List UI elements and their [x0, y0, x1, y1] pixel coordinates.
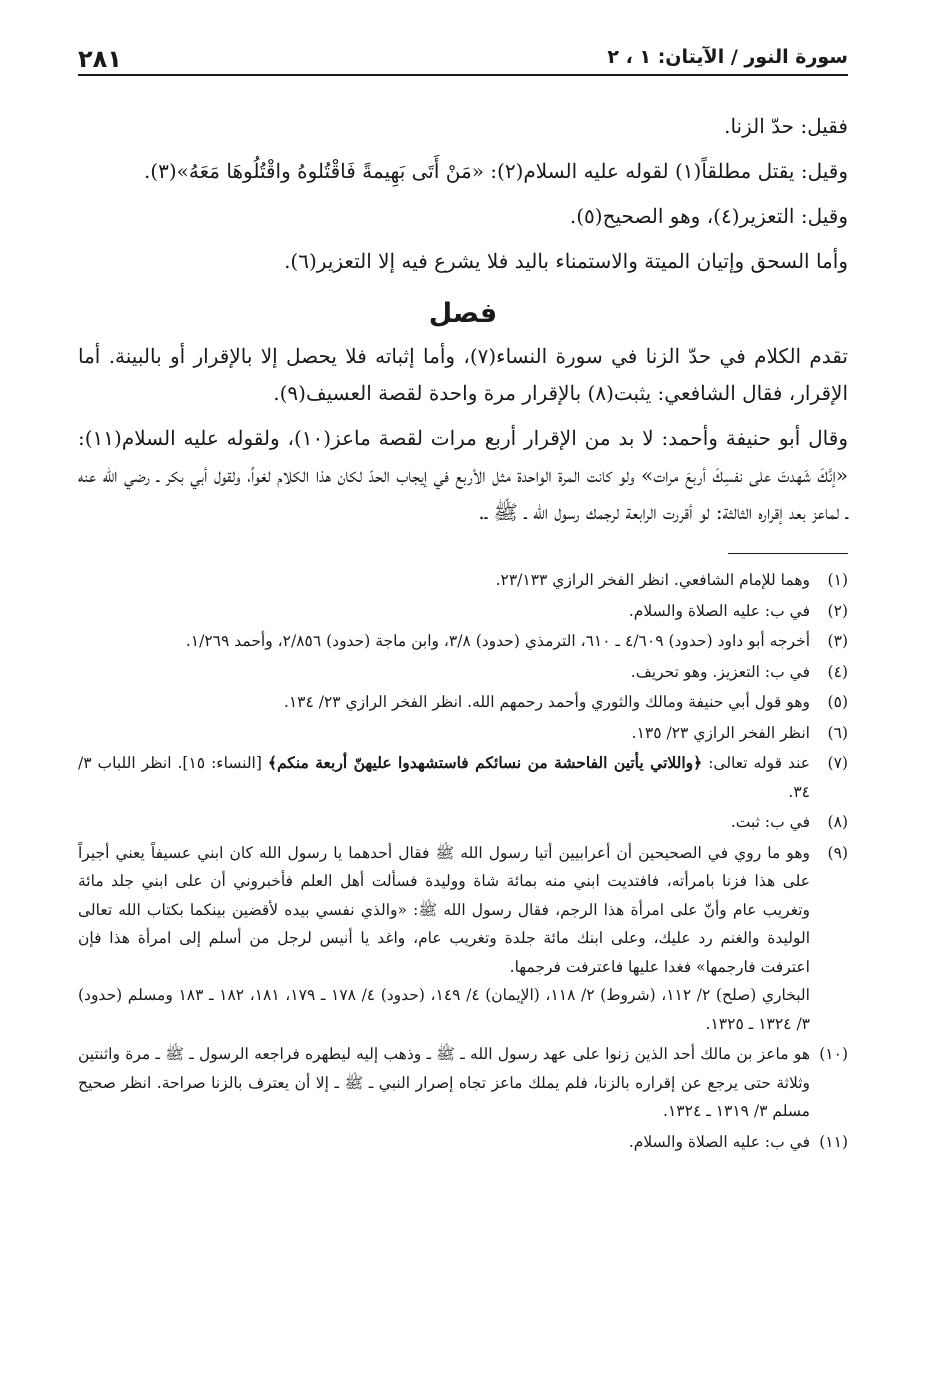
footnote-text-after: [النساء: ١٥]. انظر اللباب ٣/ ٣٤. [78, 754, 810, 801]
footnote-paragraph: البخاري (صلح) ٢/ ١١٢، (شروط) ٢/ ١١٨، (الإيمان) ٤/ ١٤٩، (حدود) ٤/ ١٧٨ ـ ١٧٩، ١٨١، ١٨٢ ـ ١٨٣ ومسلم (حدود) ٣/ ١٣٢٤ ـ ١٣٢٥. [78, 986, 810, 1033]
footnote-text: وهو قول أبي حنيفة ومالك والثوري وأحمد رحمهم الله. انظر الفخر الرازي ٢٣/ ١٣٤. [283, 693, 810, 711]
footnote-text: هو ماعز بن مالك أحد الذين زنوا على عهد رسول الله ـ ﷺ ـ وذهب إليه ليطهره فراجعه الرسول ـ ﷺ ـ مرة واثنتين وثلاثة حتى يرجع عن إقراره بالزنا، فلم يملك ماعز تجاه إصرار النبي ـ ﷺ ـ إلا أن يعترف بالزنا صراحة. انظر صحيح مسلم ٣/ ١٣١٩ ـ ١٣٢٤. [78, 1045, 810, 1120]
footnote [78, 1128, 848, 1157]
footnote-text: في ب: عليه الصلاة والسلام. [628, 1132, 810, 1151]
footnote [78, 839, 848, 1039]
footnote [78, 749, 848, 806]
main-text [78, 108, 848, 531]
footnote-paragraph: وهو ما روي في الصحيحين أن أعرابيين أتيا رسول الله ﷺ فقال أحدهما يا رسول الله كان ابني عسيفاً يعني أجيراً على هذا فزنا بامرأته، فافتديت ابني منه بمائة شاة ووليدة فسألت أهل العلم فأخبروني أن على ابني جلد مائة وتغريب عام وأنّ على امرأة هذا الرجم، فقال رسول الله ﷺ: «والذي نفسي بيده لأقضين بينكما بكتاب الله تعالى الوليدة والغنم رد عليك، وعلى ابنك مائة جلدة وتغريب عام، واغد يا أنيس لرجل من أسلم إلى امرأة هذا فإن اعترفت فارجمها» فغدا عليها فاعترفت فرجمها. [78, 843, 810, 976]
footnote-number: (٣) [827, 632, 848, 650]
paragraph: وقال أبو حنيفة وأحمد: لا بد من الإقرار أربع مرات لقصة ماعز(١٠)، ولقوله عليه السلام(١١): «إنَّكَ شَهدتَ على نفسِكَ أربعَ مرات» ولو كانت المرة الواحدة مثل الأربع في إيجاب الحدّ لكان هذا الكلام لغواً، ولقول أبي بكر ـ رضي الله عنه ـ لماعز بعد إقراره الثالثة: لو أقررت الرابعة لرجمك رسول الله ـ ﷺ ـ. [78, 426, 848, 524]
footnote-text: في ب: عليه الصلاة والسلام. [628, 601, 810, 620]
footnote-number: (١١) [819, 1132, 848, 1151]
section-heading: فصل [428, 298, 498, 329]
paragraph: فقيل: حدّ الزنا. [724, 114, 848, 138]
footnote-number: (٨) [827, 813, 848, 831]
footnote-text: وهما للإمام الشافعي. انظر الفخر الرازي ٢٣/١٣٣. [495, 571, 810, 589]
footnote-separator [728, 553, 848, 554]
footnote-number: (١٠) [819, 1045, 848, 1063]
footnote-number: (٥) [827, 693, 848, 711]
page-number: ٢٨١ [78, 45, 122, 73]
footnote-text [78, 839, 810, 1039]
footnote [78, 597, 848, 626]
paragraph: وقيل: التعزير(٤)، وهو الصحيح(٥). [569, 204, 848, 228]
footnote-text: انظر الفخر الرازي ٢٣/ ١٣٥. [631, 723, 810, 742]
footnote-text [78, 749, 810, 806]
footnote-text: في ب: ثبت. [730, 813, 810, 831]
quran-verse: ﴿واللاتي يأتين الفاحشة من نسائكم فاستشهدوا عليهنّ أربعة منكم﴾ [267, 753, 703, 772]
footnote-number: (٩) [827, 843, 848, 862]
paragraph: وأما السحق وإتيان الميتة والاستمناء باليد فلا يشرع فيه إلا التعزير(٦). [284, 249, 848, 273]
footnote-number: (١) [827, 571, 848, 589]
page [78, 30, 848, 1350]
footnote-number: (٢) [827, 601, 848, 620]
footnote [78, 627, 848, 656]
paragraph: وقيل: يقتل مطلقاً(١) لقوله عليه السلام(٢): «مَنْ أَتَى بَهِيمةً فَاقْتُلوهُ واقْتُلُوهَا مَعَهُ»(٣). [143, 159, 848, 183]
footnotes [78, 566, 848, 1156]
footnote [78, 688, 848, 717]
footnote-text-before: عند قوله تعالى: [702, 754, 811, 772]
header-title: سورة النور / الآيتان: ١ ، ٢ [607, 44, 848, 74]
paragraph: تقدم الكلام في حدّ الزنا في سورة النساء(٧)، وأما إثباته فلا يحصل إلا بالإقرار أو بالبينة. أما الإقرار، فقال الشافعي: يثبت(٨) بالإقرار مرة واحدة لقصة العسيف(٩). [78, 344, 848, 405]
footnote [78, 658, 848, 687]
footnote [78, 808, 848, 837]
footnote-text: في ب: التعزيز. وهو تحريف. [630, 662, 810, 681]
footnote-number: (٧) [827, 754, 848, 772]
footnote [78, 1040, 848, 1126]
footnote-text: أخرجه أبو داود (حدود) ٤/٦٠٩ ـ ٦١٠، الترمذي (حدود) ٣/٨، وابن ماجة (حدود) ٢/٨٥٦، وأحمد ١/٢٦٩. [185, 632, 810, 650]
footnote-number: (٤) [827, 662, 848, 681]
footnote [78, 566, 848, 595]
footnote-number: (٦) [827, 723, 848, 742]
running-header [78, 30, 848, 76]
footnote [78, 719, 848, 748]
